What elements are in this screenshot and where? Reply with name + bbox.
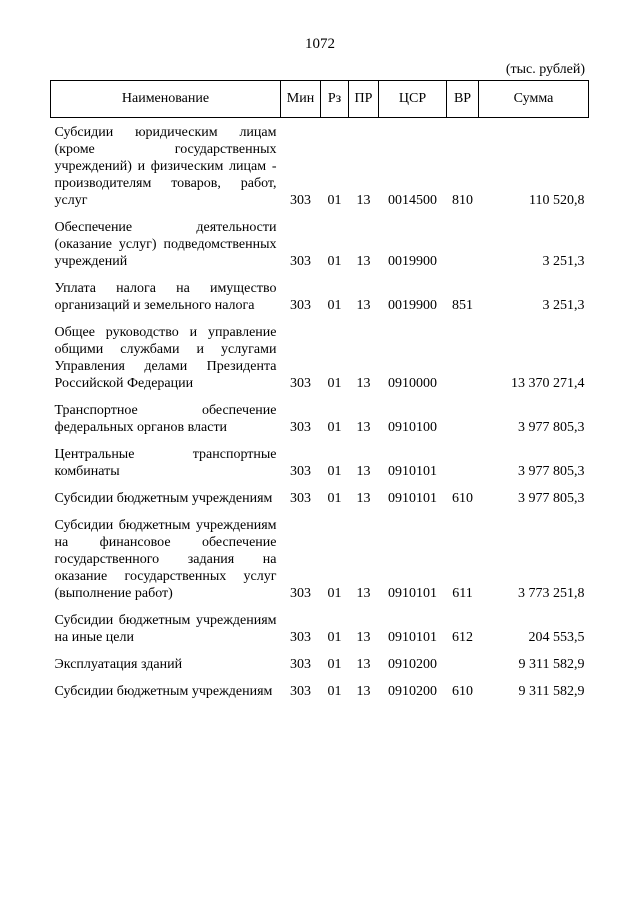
row-pr: 13: [356, 464, 371, 479]
row-pr: 13: [356, 586, 371, 601]
row-pr: 13: [356, 684, 371, 699]
header-sum: Сумма: [479, 81, 589, 118]
row-name: Общее руководство и управление общими службами и услугами Управления делами Президента Российской Федерации: [54, 325, 277, 391]
table-row: [51, 280, 589, 314]
table-row: [51, 402, 589, 436]
table-row: [51, 118, 589, 210]
row-min: 303: [290, 657, 311, 672]
row-name: Субсидии бюджетным учреждениям на финансовое обеспечение государственного задания на оказание государственных услуг (выполнение работ): [54, 518, 277, 601]
row-rz: 01: [327, 657, 342, 672]
row-rz: 01: [327, 420, 342, 435]
row-min: 303: [290, 376, 311, 391]
row-sum: 3 251,3: [542, 254, 585, 269]
row-vr: 612: [452, 630, 473, 645]
row-sum: 13 370 271,4: [511, 376, 585, 391]
row-vr: 611: [452, 586, 473, 601]
header-rz: Рз: [321, 81, 349, 118]
row-vr: [447, 402, 479, 436]
row-vr: [447, 324, 479, 392]
row-sum: 3 977 805,3: [518, 420, 585, 435]
row-sum: 9 311 582,9: [518, 684, 585, 699]
row-csr: 0910100: [388, 420, 437, 435]
row-sum: 3 773 251,8: [518, 586, 585, 601]
row-rz: 01: [327, 491, 342, 506]
row-name: Центральные транспортные комбинаты: [54, 447, 277, 479]
row-pr: 13: [356, 420, 371, 435]
row-name: Субсидии бюджетным учреждениям на иные цели: [54, 613, 277, 645]
row-pr: 13: [356, 376, 371, 391]
row-rz: 01: [327, 298, 342, 313]
row-rz: 01: [327, 464, 342, 479]
row-name: Субсидии бюджетным учреждениям: [54, 684, 273, 699]
row-min: 303: [290, 193, 311, 208]
row-vr: 610: [452, 491, 473, 506]
table-row: [51, 656, 589, 673]
row-vr: 851: [452, 298, 473, 313]
row-rz: 01: [327, 586, 342, 601]
row-sum: 3 977 805,3: [518, 464, 585, 479]
row-csr: 0910101: [388, 630, 437, 645]
budget-table: [50, 80, 589, 700]
row-rz: 01: [327, 630, 342, 645]
row-csr: 0910101: [388, 491, 437, 506]
row-csr: 0910200: [388, 684, 437, 699]
row-csr: 0910000: [388, 376, 437, 391]
header-csr: ЦСР: [379, 81, 447, 118]
header-pr: ПР: [349, 81, 379, 118]
row-sum: 3 251,3: [542, 298, 585, 313]
row-min: 303: [290, 630, 311, 645]
row-csr: 0019900: [388, 254, 437, 269]
row-csr: 0910101: [388, 464, 437, 479]
row-sum: 3 977 805,3: [518, 491, 585, 506]
row-pr: 13: [356, 630, 371, 645]
row-rz: 01: [327, 193, 342, 208]
row-pr: 13: [356, 657, 371, 672]
row-min: 303: [290, 298, 311, 313]
table-row: [51, 219, 589, 270]
row-name: Транспортное обеспечение федеральных органов власти: [54, 403, 277, 435]
row-pr: 13: [356, 491, 371, 506]
units-label: (тыс. рублей): [505, 62, 585, 77]
row-rz: 01: [327, 684, 342, 699]
row-csr: 0019900: [388, 298, 437, 313]
row-min: 303: [290, 420, 311, 435]
row-name: Субсидии юридическим лицам (кроме государственных учреждений) и физическим лицам - производителям товаров, работ, услуг: [54, 125, 277, 208]
header-min: Мин: [281, 81, 321, 118]
page-number: 1072: [305, 36, 335, 52]
row-name: Субсидии бюджетным учреждениям: [54, 491, 273, 506]
row-vr: [447, 446, 479, 480]
header-vr: ВР: [447, 81, 479, 118]
table-row: [51, 490, 589, 507]
row-sum: 9 311 582,9: [518, 657, 585, 672]
row-min: 303: [290, 254, 311, 269]
row-pr: 13: [356, 298, 371, 313]
table-row: [51, 446, 589, 480]
table-row: [51, 517, 589, 602]
row-vr: [447, 656, 479, 673]
row-min: 303: [290, 491, 311, 506]
row-csr: 0910200: [388, 657, 437, 672]
row-pr: 13: [356, 193, 371, 208]
header-row: [51, 81, 589, 118]
row-pr: 13: [356, 254, 371, 269]
row-sum: 204 553,5: [528, 630, 585, 645]
row-name: Эксплуатация зданий: [54, 657, 183, 672]
row-min: 303: [290, 586, 311, 601]
table-row: [51, 612, 589, 646]
row-min: 303: [290, 464, 311, 479]
row-rz: 01: [327, 254, 342, 269]
row-min: 303: [290, 684, 311, 699]
row-name: Обеспечение деятельности (оказание услуг) подведомственных учреждений: [54, 220, 277, 269]
row-vr: 610: [452, 684, 473, 699]
row-sum: 110 520,8: [529, 193, 585, 208]
row-csr: 0910101: [388, 586, 437, 601]
row-csr: 0014500: [388, 193, 437, 208]
header-name: Наименование: [51, 81, 281, 118]
table-row: [51, 683, 589, 700]
row-rz: 01: [327, 376, 342, 391]
row-name: Уплата налога на имущество организаций и земельного налога: [54, 281, 277, 313]
table-row: [51, 324, 589, 392]
row-vr: [447, 219, 479, 270]
row-vr: 810: [452, 193, 473, 208]
